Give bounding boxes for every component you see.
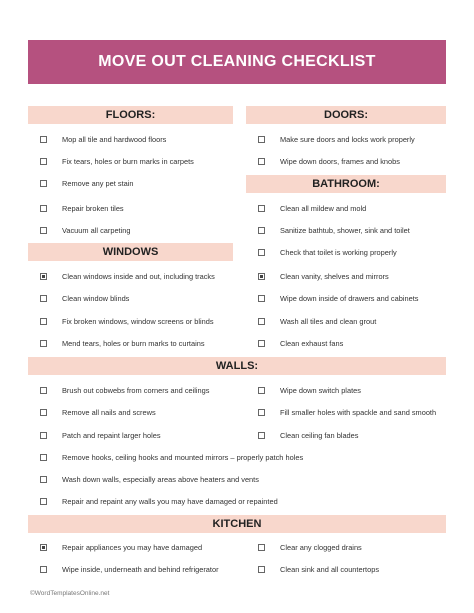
section-header-floors: FLOORS: xyxy=(28,106,233,124)
checkbox[interactable] xyxy=(258,387,265,394)
checkbox[interactable] xyxy=(258,227,265,234)
checkbox[interactable] xyxy=(40,295,47,302)
checkbox-checked[interactable] xyxy=(40,273,47,280)
checkbox[interactable] xyxy=(40,136,47,143)
page-title: MOVE OUT CLEANING CHECKLIST xyxy=(28,40,446,84)
checkbox[interactable] xyxy=(258,295,265,302)
checkbox-checked[interactable] xyxy=(258,273,265,280)
checkbox[interactable] xyxy=(40,387,47,394)
checkbox[interactable] xyxy=(40,205,47,212)
checkbox[interactable] xyxy=(40,454,47,461)
checkbox[interactable] xyxy=(258,158,265,165)
checkbox[interactable] xyxy=(258,432,265,439)
checkbox[interactable] xyxy=(258,249,265,256)
checkbox[interactable] xyxy=(258,409,265,416)
checkbox[interactable] xyxy=(40,476,47,483)
checkbox[interactable] xyxy=(40,318,47,325)
checkbox[interactable] xyxy=(40,340,47,347)
checkbox[interactable] xyxy=(258,318,265,325)
section-header-bathroom: BATHROOM: xyxy=(246,175,446,193)
footer-credit: ©WordTemplatesOnline.net xyxy=(30,590,110,597)
checkbox[interactable] xyxy=(40,158,47,165)
checkbox-checked[interactable] xyxy=(40,544,47,551)
checkbox[interactable] xyxy=(40,409,47,416)
checkbox[interactable] xyxy=(258,136,265,143)
checkbox[interactable] xyxy=(258,205,265,212)
checkbox[interactable] xyxy=(40,566,47,573)
checkbox[interactable] xyxy=(40,498,47,505)
checkbox[interactable] xyxy=(258,544,265,551)
section-header-kitchen: KITCHEN xyxy=(28,515,446,533)
checkbox[interactable] xyxy=(40,432,47,439)
section-header-doors: DOORS: xyxy=(246,106,446,124)
section-header-walls: WALLS: xyxy=(28,357,446,375)
checkbox[interactable] xyxy=(258,566,265,573)
checkbox[interactable] xyxy=(40,227,47,234)
checkbox[interactable] xyxy=(40,180,47,187)
checkbox[interactable] xyxy=(258,340,265,347)
section-header-windows: WINDOWS xyxy=(28,243,233,261)
